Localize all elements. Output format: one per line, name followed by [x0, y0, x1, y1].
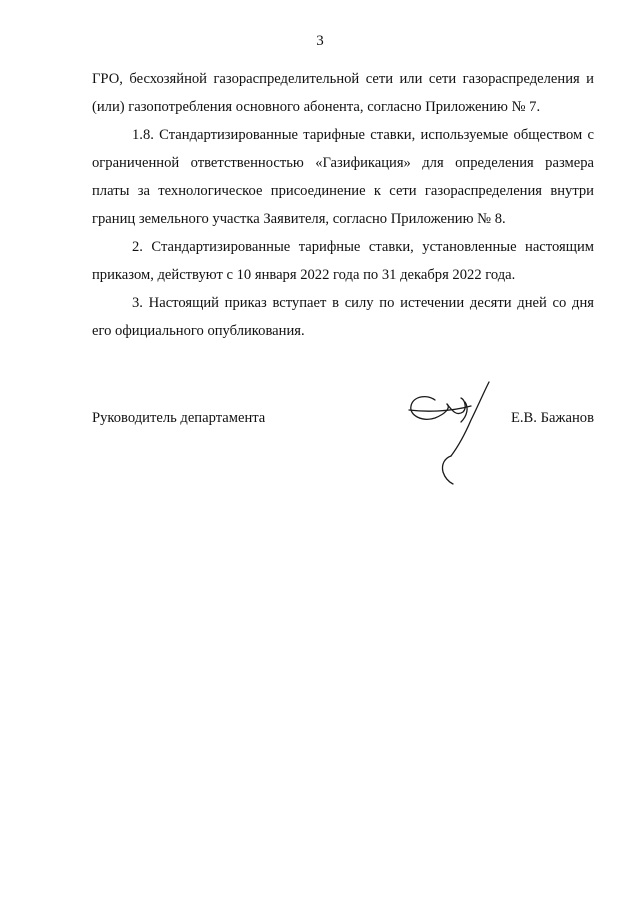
signer-position: Руководитель департамента	[92, 410, 266, 426]
signer-name: Е.В. Бажанов	[510, 410, 594, 426]
handwritten-signature	[405, 372, 497, 487]
paragraph-2: 2. Стандартизированные тарифные ставки, установленные настоящим приказом, действуют с 10 января 2022 года по 31 декабря 2022 года.	[92, 239, 594, 283]
paragraph-continuation: ГРО, бесхозяйной газораспределительной сети или сети газораспределения и (или) газопотребления основного абонента, согласно Приложению № 7.	[92, 71, 594, 115]
signature-block	[92, 410, 594, 434]
page-number: 3	[316, 33, 324, 49]
document-body	[92, 65, 594, 345]
paragraph-3: 3. Настоящий приказ вступает в силу по истечении десяти дней со дня его официального опубликования.	[92, 295, 594, 339]
paragraph-1-8: 1.8. Стандартизированные тарифные ставки, используемые обществом с ограниченной ответственностью «Газификация» для определения размера платы за технологическое присоединение к сети газораспределения внутри границ земельного участка Заявителя, согласно Приложению № 8.	[92, 127, 594, 227]
